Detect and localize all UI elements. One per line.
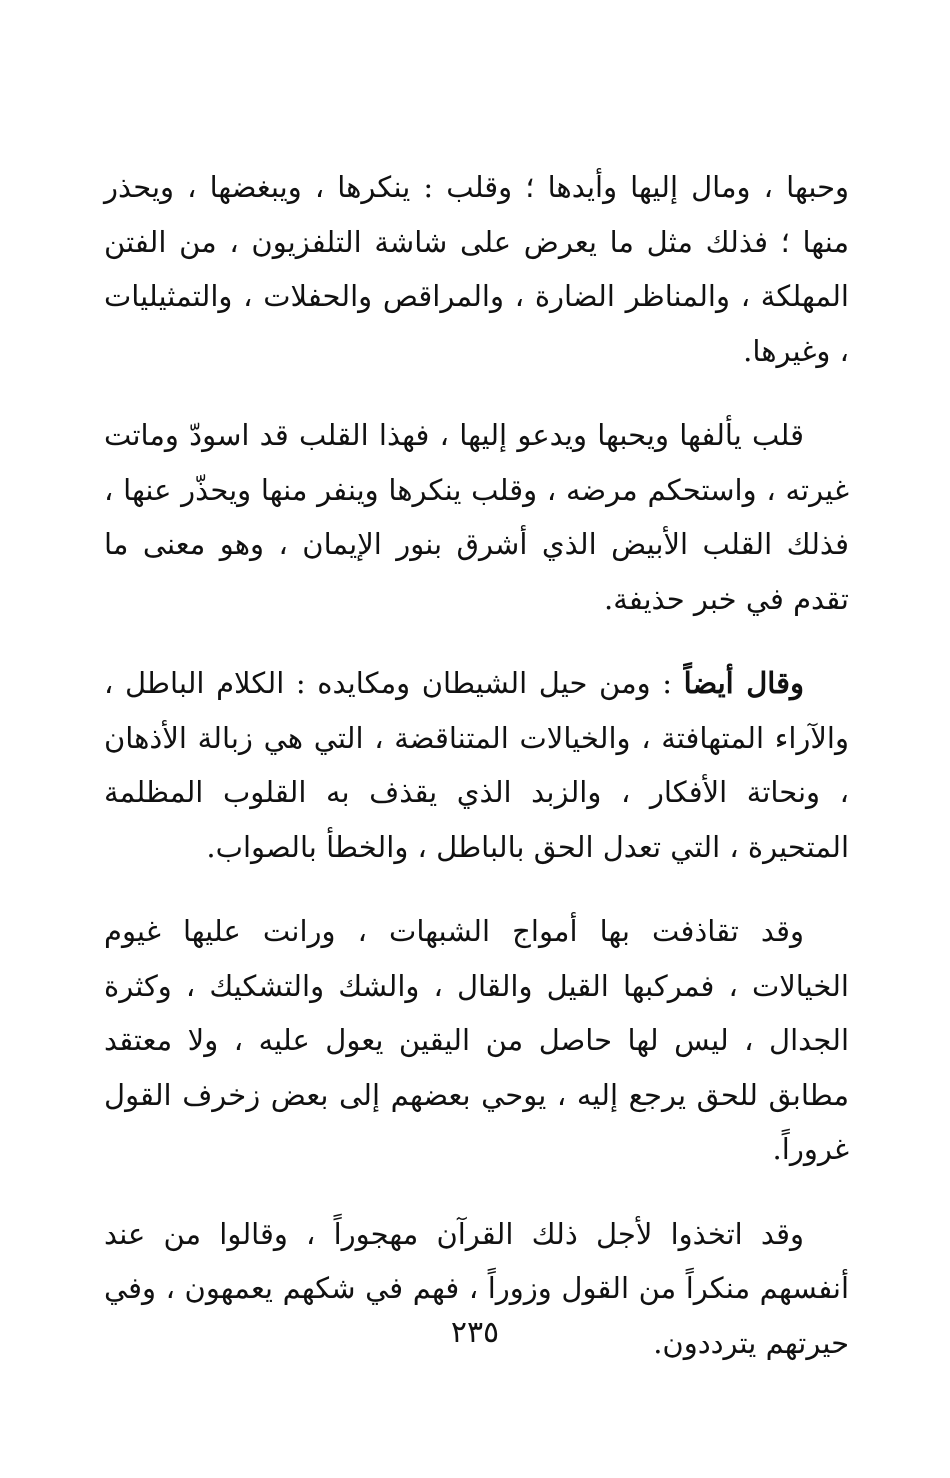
page-number: ٢٣٥ <box>450 1315 500 1350</box>
paragraph-3-text: : ومن حيل الشيطان ومكايده : الكلام الباطل ، والآراء المتهافتة ، والخيالات المتناقضة ، التي هي زبالة الأذهان ، ونحاتة الأفكار ، والزبد الذي يقذف به القلوب المظلمة المتحيرة ، التي تعدل الحق بالباطل ، والخطأ بالصواب. <box>104 666 849 864</box>
paragraph-3 <box>104 656 849 874</box>
paragraph-4: وقد تقاذفت بها أمواج الشبهات ، ورانت عليها غيوم الخيالات ، فمركبها القيل والقال ، والشك والتشكيك ، وكثرة الجدال ، ليس لها حاصل من اليقين يعول عليه ، ولا معتقد مطابق للحق يرجع إليه ، يوحي بعضهم إلى بعض زخرف القول غروراً. <box>104 914 849 1166</box>
paragraph-5: وقد اتخذوا لأجل ذلك القرآن مهجوراً ، وقالوا من عند أنفسهم منكراً من القول وزوراً ، فهم في شكهم يعمهون ، وفي حيرتهم يترددون. <box>104 1216 849 1360</box>
paragraph-1: وحبها ، ومال إليها وأيدها ؛ وقلب : ينكرها ، ويبغضها ، ويحذر منها ؛ فذلك مثل ما يعرض على شاشة التلفزيون ، من الفتن المهلكة ، والمناظر الضارة ، والمراقص والحفلات ، والتمثيليات ، وغيرها. <box>104 170 849 368</box>
page-body <box>104 160 849 1400</box>
paragraph-2: قلب يألفها ويحبها ويدعو إليها ، فهذا القلب قد اسودّ وماتت غيرته ، واستحكم مرضه ، وقلب ينكرها وينفر منها ويحذّر عنها ، فذلك القلب الأبيض الذي أشرق بنور الإيمان ، وهو معنى ما تقدم في خبر حذيفة. <box>104 418 850 616</box>
paragraph-3-lead: وقال أيضاً <box>683 666 804 700</box>
